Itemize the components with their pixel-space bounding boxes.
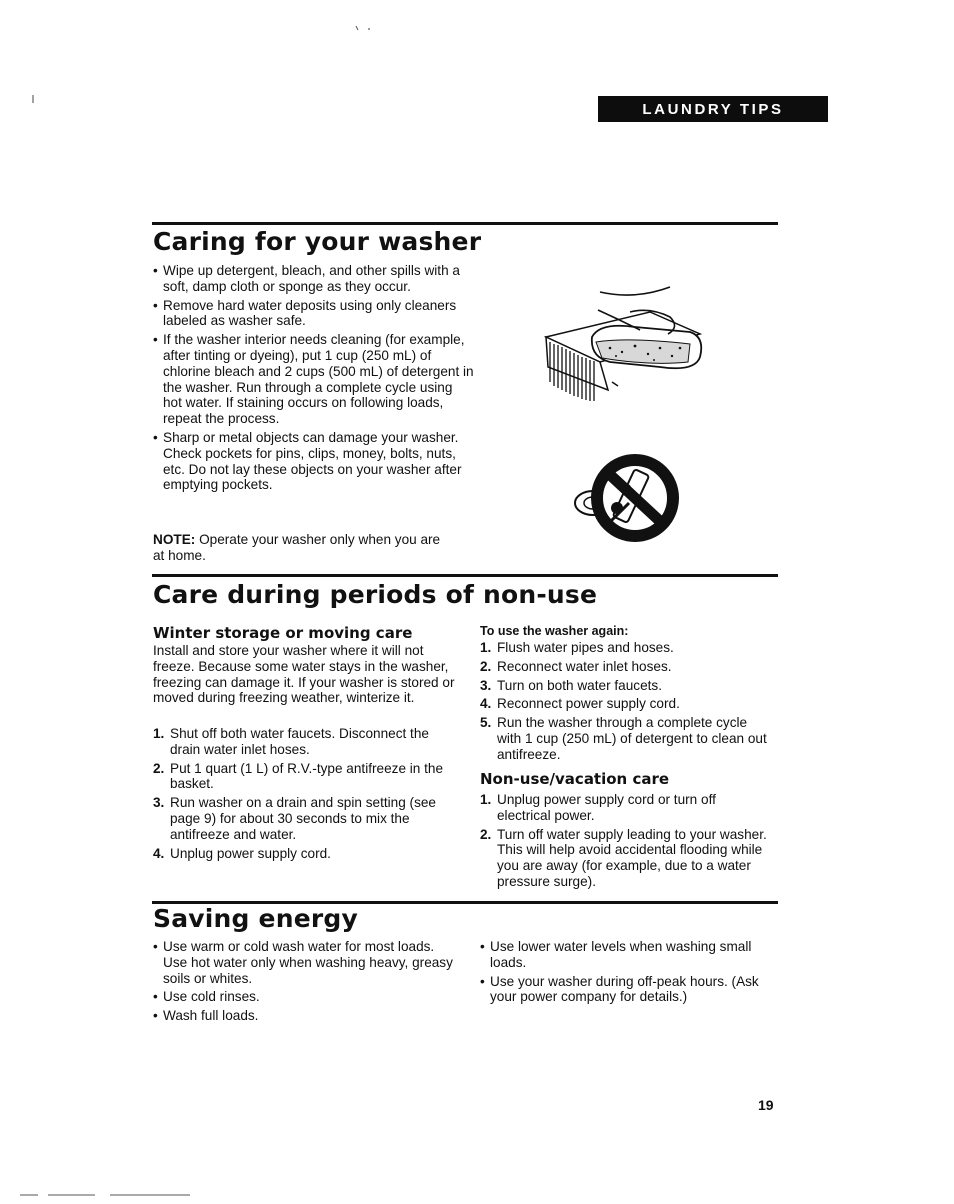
- step-text: Unplug power supply cord or turn off electrical power.: [497, 792, 716, 823]
- list-item: • Sharp or metal objects can damage your washer. Check pockets for pins, clips, money, bolts, nuts, etc. Do not lay these objects on your washer after emptying pockets.: [153, 430, 475, 493]
- step-number: 1.: [153, 726, 165, 741]
- step-number: 3.: [153, 795, 165, 811]
- nonuse-title: Care during periods of non-use: [153, 580, 598, 609]
- use-again-steps: [480, 640, 770, 766]
- step-number: 2.: [480, 826, 492, 842]
- note-text: Operate your washer only when you are at home.: [153, 532, 441, 563]
- energy-bullets-right: [480, 939, 775, 1008]
- step-number: 4.: [480, 696, 492, 712]
- caring-title: Caring for your washer: [153, 227, 482, 256]
- energy-bullets-left: [153, 939, 458, 1027]
- note-label: NOTE:: [153, 532, 196, 547]
- list-item: [153, 795, 458, 842]
- step-text: Unplug power supply cord.: [170, 845, 331, 861]
- section-tab-laundry-tips: [598, 96, 828, 122]
- winter-storage-steps: [153, 726, 458, 864]
- list-item: [480, 678, 770, 694]
- list-item: [153, 846, 458, 862]
- list-item: [480, 827, 770, 890]
- list-item: [480, 659, 770, 675]
- step-number: 2.: [153, 760, 165, 776]
- winter-storage-intro: Install and store your washer where it will not freeze. Because some water stays in the washer, freezing can damage it. If your washer is stored or moved during freezing weather, winterize it.: [153, 643, 455, 706]
- step-text: Put 1 quart (1 L) of R.V.-type antifreeze in the basket.: [170, 760, 444, 792]
- list-item: [480, 792, 770, 824]
- list-item: [153, 726, 458, 758]
- list-item: • Wash full loads.: [153, 1008, 458, 1024]
- step-text: Run the washer through a complete cycle with 1 cup (250 mL) of detergent to clean out antifreeze.: [497, 715, 767, 762]
- no-sharp-objects-icon: [567, 448, 687, 548]
- caring-note: [153, 532, 453, 564]
- caring-bullet-list: [153, 263, 475, 496]
- page-number: 19: [758, 1097, 774, 1113]
- list-item: • Use cold rinses.: [153, 989, 458, 1005]
- step-text: Reconnect water inlet hoses.: [497, 658, 672, 674]
- step-number: 3.: [480, 677, 492, 693]
- step-number: 4.: [153, 845, 165, 861]
- section-rule-nonuse: [152, 574, 778, 577]
- section-tab-label: LAUNDRY TIPS: [642, 100, 784, 118]
- list-item: [480, 696, 770, 712]
- list-item: [153, 761, 458, 793]
- energy-title: Saving energy: [153, 904, 358, 933]
- list-item: • Wipe up detergent, bleach, and other spills with a soft, damp cloth or sponge as they occur.: [153, 263, 475, 295]
- step-text: Reconnect power supply cord.: [497, 696, 680, 712]
- list-item: [480, 640, 770, 656]
- step-number: 1.: [480, 640, 492, 655]
- list-item: • Remove hard water deposits using only cleaners labeled as washer safe.: [153, 298, 475, 330]
- list-item: • Use lower water levels when washing small loads.: [480, 939, 775, 971]
- step-text: Flush water pipes and hoses.: [497, 640, 674, 655]
- vacation-care-steps: [480, 792, 770, 893]
- step-number: 1.: [480, 792, 492, 807]
- step-text: Turn off water supply leading to your washer. This will help avoid accidental flooding while you are away (for example, due to a water pressure surge).: [497, 826, 767, 889]
- list-item: • Use your washer during off-peak hours. (Ask your power company for details.): [480, 974, 775, 1006]
- step-text: Run washer on a drain and spin setting (see page 9) for about 30 seconds to mix the antifreeze and water.: [170, 795, 436, 842]
- section-rule-caring: [152, 222, 778, 225]
- sponge-wiping-illustration: [540, 282, 710, 407]
- step-text: Shut off both water faucets. Disconnect the drain water inlet hoses.: [170, 726, 429, 757]
- step-text: Turn on both water faucets.: [497, 677, 662, 693]
- step-number: 5.: [480, 715, 492, 731]
- list-item: • Use warm or cold wash water for most loads. Use hot water only when washing heavy, greasy soils or whites.: [153, 939, 458, 986]
- list-item: • If the washer interior needs cleaning (for example, after tinting or dyeing), put 1 cup (250 mL) of chlorine bleach and 2 cups (500 mL) of detergent in the washer. Run through a complete cycle using hot water. If staining occurs on following loads, repeat the process.: [153, 332, 475, 427]
- vacation-care-heading: Non-use/vacation care: [480, 770, 670, 788]
- use-again-heading: To use the washer again:: [480, 624, 629, 638]
- list-item: [480, 715, 770, 762]
- step-number: 2.: [480, 658, 492, 674]
- winter-storage-heading: Winter storage or moving care: [153, 624, 413, 642]
